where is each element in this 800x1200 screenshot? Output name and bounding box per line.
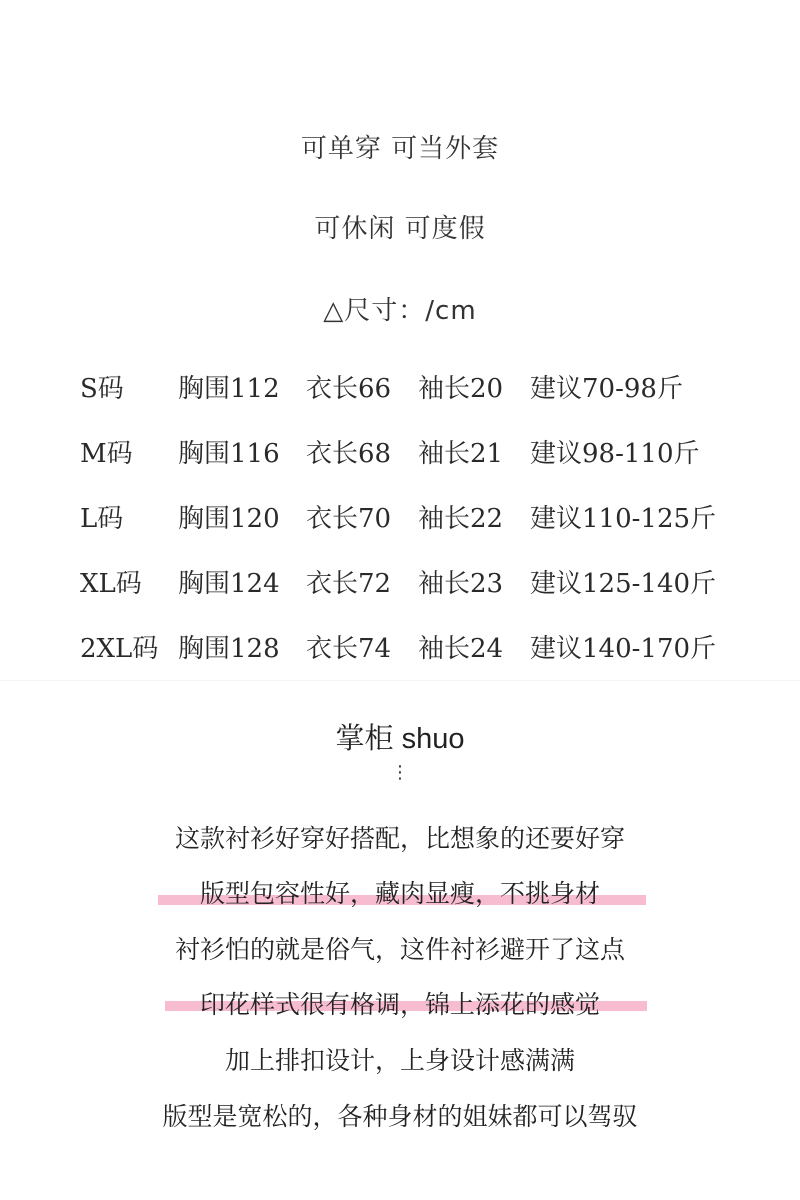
- shop-owner-name: 掌柜 shuo: [335, 723, 465, 755]
- size-label: XL码: [80, 569, 142, 599]
- chest-value: 胸围112: [178, 374, 280, 404]
- size-label: 2XL码: [80, 634, 159, 664]
- description-line-highlighted: 印花样式很有格调，锦上添花的感觉: [199, 990, 600, 1019]
- length-value: 衣长66: [306, 374, 392, 404]
- length-value: 衣长74: [306, 634, 392, 664]
- length-value: 衣长70: [306, 504, 392, 534]
- description-line: 这款衬衫好穿好搭配，比想象的还要好穿: [174, 824, 625, 853]
- size-unit-heading: △尺寸：/cm: [323, 296, 477, 326]
- tagline-wear-options: 可单穿 可当外套: [300, 134, 500, 164]
- description-line: 版型是宽松的，各种身材的姐妹都可以驾驭: [162, 1102, 638, 1131]
- length-value: 衣长72: [306, 569, 392, 599]
- weight-suggestion: 建议140-170斤: [530, 634, 717, 664]
- chest-value: 胸围120: [178, 504, 280, 534]
- weight-suggestion: 建议125-140斤: [530, 569, 717, 599]
- sleeve-value: 袖长23: [418, 569, 504, 599]
- description-line-highlighted: 版型包容性好，藏肉显瘦，不挑身材: [199, 879, 600, 908]
- sleeve-value: 袖长21: [418, 439, 504, 469]
- length-value: 衣长68: [306, 439, 392, 469]
- weight-suggestion: 建议110-125斤: [530, 504, 717, 534]
- tagline-occasions: 可休闲 可度假: [314, 214, 486, 244]
- sleeve-value: 袖长20: [418, 374, 504, 404]
- size-label: M码: [80, 439, 133, 469]
- section-divider: [0, 680, 800, 681]
- sleeve-value: 袖长22: [418, 504, 504, 534]
- chest-value: 胸围116: [178, 439, 280, 469]
- size-label: L码: [80, 504, 124, 534]
- size-label: S码: [80, 374, 124, 404]
- description-line: 加上排扣设计，上身设计感满满: [224, 1046, 575, 1075]
- description-line: 衬衫怕的就是俗气，这件衬衫避开了这点: [174, 935, 625, 964]
- chest-value: 胸围124: [178, 569, 280, 599]
- chest-value: 胸围128: [178, 634, 280, 664]
- weight-suggestion: 建议98-110斤: [530, 439, 700, 469]
- vertical-ellipsis-icon: ⋮: [391, 762, 409, 783]
- sleeve-value: 袖长24: [418, 634, 504, 664]
- weight-suggestion: 建议70-98斤: [530, 374, 683, 404]
